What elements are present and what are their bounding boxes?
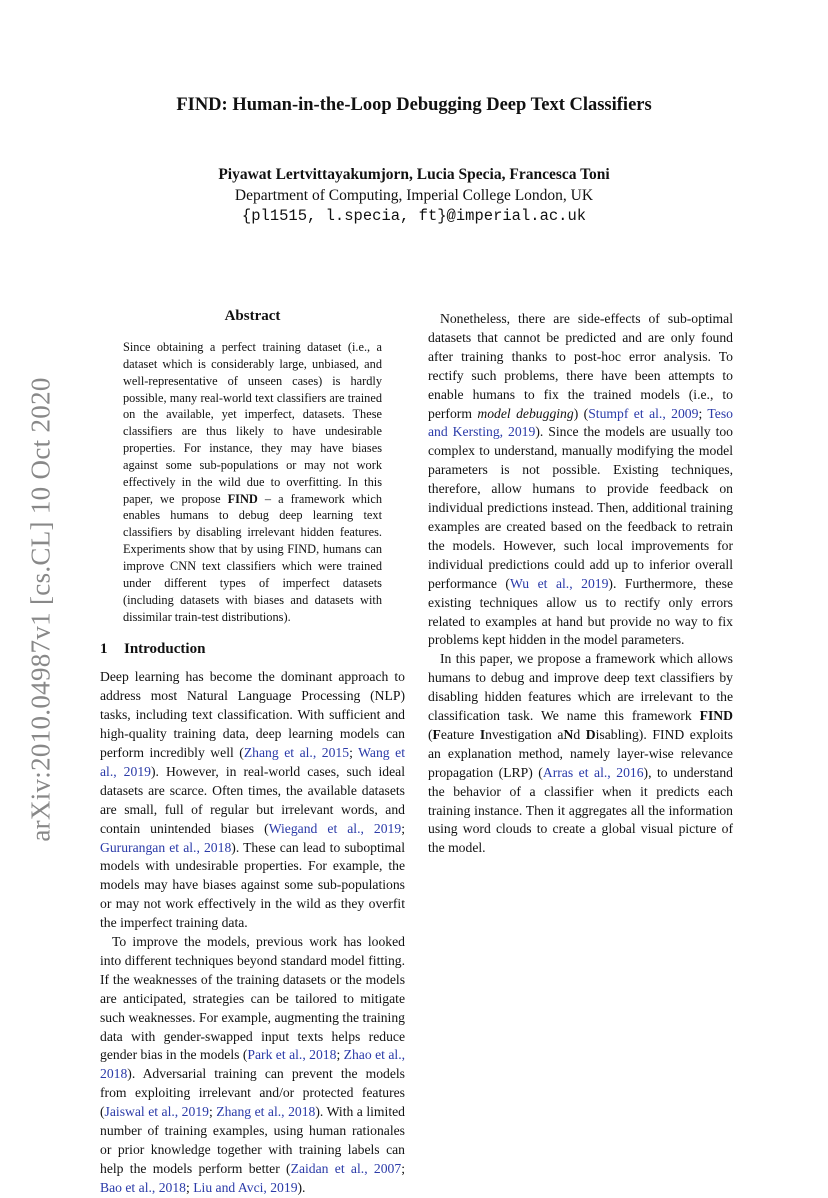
citation-link[interactable]: Zhao et al., 2018 <box>100 1047 406 1082</box>
citation-link[interactable]: Liu and Avci, 2019 <box>193 1179 298 1195</box>
paper-title: FIND: Human-in-the-Loop Debugging Deep Text Classifiers <box>176 95 652 115</box>
citation-link[interactable]: Zhang et al., 2015 <box>243 744 350 760</box>
citation-link[interactable]: Stumpf et al., 2009 <box>588 405 699 421</box>
intro-paragraph-3: Nonetheless, there are side-effects of sub-optimal datasets that cannot be predicted and are only found after training thanks to post-hoc error analysis. To rectify such problems, there have been attempts to enable humans to fix the trained models (i.e., to perform model debugging) (Stumpf et al., 2009; Teso and Kersting, 2019). Since the models are usually too complex to understand, manually modifying the model parameters is not possible. Existing techniques, therefore, allow humans to provide feedback on individual predictions instead. Then, additional training examples are created based on the feedback to retrain the models. However, such local improvements for individual predictions could add up to inferior overall performance (Wu et al., 2019). Furthermore, these existing techniques allow us to rectify only errors related to examples at hand but provide no way to fix problems kept hidden in the model parameters. <box>428 311 733 648</box>
section-heading-introduction <box>100 641 405 658</box>
intro-paragraph-1: Deep learning has become the dominant approach to address most Natural Language Processing (NLP) tasks, including text classification. With sufficient and high-quality training data, deep learning models can perform incredibly well (Zhang et al., 2015; Wang et al., 2019). However, in real-world cases, such ideal datasets are scarce. Often times, the available datasets are small, full of regular but irrelevant words, and contain unintended biases (Wiegand et al., 2019; Gururangan et al., 2018). These can lead to suboptimal models with undesirable properties. For example, the models may have biases against some sub-populations or may not work effectively in the wild as they overfit the imperfect training data. <box>100 669 406 931</box>
citation-link[interactable]: Jaiswal et al., 2019 <box>104 1104 209 1120</box>
right-column <box>428 310 733 858</box>
citation-link[interactable]: Arras et al., 2016 <box>542 764 644 780</box>
citation-link[interactable]: Bao et al., 2018 <box>100 1179 186 1195</box>
author-block <box>0 164 828 227</box>
citation-link[interactable]: Park et al., 2018 <box>247 1047 337 1063</box>
citation-link[interactable]: Wang et al., 2019 <box>100 744 405 779</box>
section-number: 1 <box>100 641 108 658</box>
citation-link[interactable]: Gururangan et al., 2018 <box>100 839 232 855</box>
intro-paragraph-2: To improve the models, previous work has looked into different techniques beyond standard model fitting. If the weaknesses of the training datasets or the models are anticipated, strategies can be tailored to mitigate such weaknesses. For example, augmenting the training data with gender-swapped input texts helps reduce gender bias in the models (Park et al., 2018; Zhao et al., 2018). Adversarial training can prevent the models from exploiting irrelevant and/or protected features (Jaiswal et al., 2019; Zhang et al., 2018). With a limited number of training examples, using human rationales or prior knowledge together with training labels can help the models perform better (Zaidan et al., 2007; Bao et al., 2018; Liu and Avci, 2019). <box>100 934 406 1195</box>
citation-link[interactable]: Wu et al., 2019 <box>509 575 609 591</box>
intro-paragraph-4: In this paper, we propose a framework which allows humans to debug and improve deep text classifiers by disabling hidden features which are irrelevant to the classification task. We name this framework FIND (Feature Investigation aNd Disabling). FIND exploits an explanation method, namely layer-wise relevance propagation (LRP) (Arras et al., 2016), to understand the behavior of a classifier when it predicts each training instance. Then it aggregates all the information using word clouds to create a global visual picture of the model. <box>428 651 733 856</box>
arxiv-identifier <box>8 367 74 851</box>
author-affiliation: Department of Computing, Imperial College London, UK <box>234 187 594 204</box>
section-title: Introduction <box>124 641 206 658</box>
abstract-text: Since obtaining a perfect training dataset (i.e., a dataset which is considerably large, unbiased, and well-representative of unseen cases) is hardly possible, many real-world text classifiers are trained on the available, yet imperfect, datasets. These classifiers are thus likely to have undesirable properties. For instance, they may have biases against some sub-populations or may not work effectively in the wild due to overfitting. In this paper, we propose FIND – a framework which enables humans to debug deep learning text classifiers by disabling irrelevant hidden features. Experiments show that by using FIND, humans can improve CNN text classifiers which were trained under different types of imperfect datasets (including datasets with biases and datasets with dissimilar train-test distributions). <box>123 340 382 624</box>
author-email: {pl1515, l.specia, ft}@imperial.ac.uk <box>241 207 587 225</box>
citation-link[interactable]: Wiegand et al., 2019 <box>268 820 402 836</box>
arxiv-stamp: arXiv:2010.04987v1 [cs.CL] 10 Oct 2020 <box>25 376 56 842</box>
abstract-heading: Abstract <box>224 308 281 324</box>
author-names: Piyawat Lertvittayakumjorn, Lucia Specia, Francesca Toni <box>218 166 610 183</box>
citation-link[interactable]: Zhang et al., 2018 <box>216 1104 316 1120</box>
left-column <box>100 308 405 1198</box>
citation-link[interactable]: Teso and Kersting, 2019 <box>428 405 733 440</box>
citation-link[interactable]: Zaidan et al., 2007 <box>290 1160 402 1176</box>
